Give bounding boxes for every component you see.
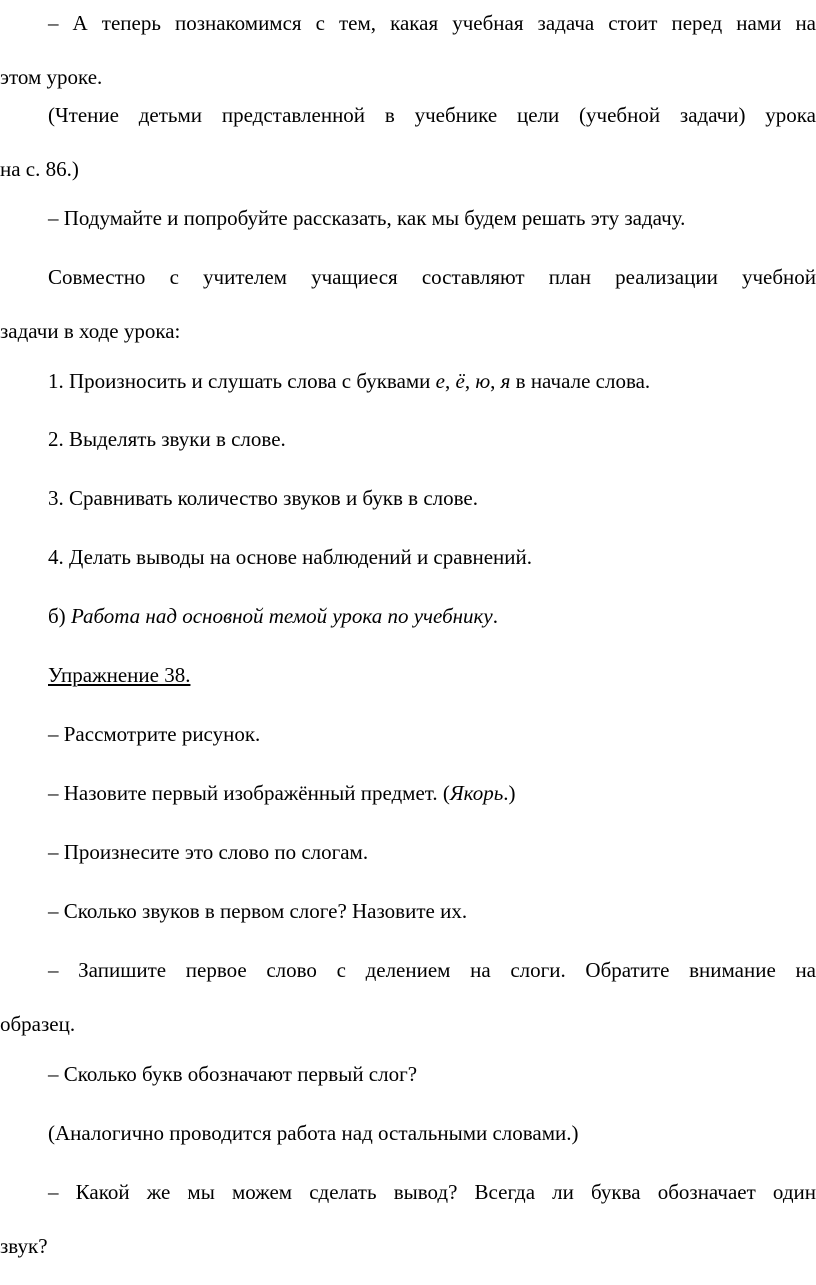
italic-letter: е: [435, 369, 445, 393]
text-line: – Запишите первое слово с делением на слоги. Обратите внимание на: [48, 958, 816, 982]
plan-item-2: [0, 412, 816, 466]
text-line: 4. Делать выводы на основе наблюдений и сравнений.: [48, 545, 533, 569]
paragraph-count-sounds: [0, 884, 816, 938]
paragraph-conclusion-question: [0, 1165, 816, 1273]
text-line: – Произнесите это слово по слогам.: [48, 840, 369, 864]
text-line: – Сколько букв обозначают первый слог?: [48, 1062, 418, 1086]
text-line: (Аналогично проводится работа над остальными словами.): [48, 1121, 579, 1145]
text-fragment: ,: [490, 369, 501, 393]
paragraph-pronounce-syllables: [0, 825, 816, 879]
text-fragment: ,: [464, 369, 476, 393]
text-line: образец.: [0, 1012, 76, 1036]
text-fragment: в начале слова.: [510, 369, 651, 393]
plan-item-3: [0, 471, 816, 525]
plan-item-1: [0, 354, 816, 408]
italic-letter: я: [500, 369, 511, 393]
exercise-heading: [0, 648, 816, 702]
text-fragment: 1. Произносить и слушать слова с буквами: [48, 369, 436, 393]
text-line: на с. 86.): [0, 157, 79, 181]
text-fragment: .): [503, 781, 516, 805]
text-line: – Рассмотрите рисунок.: [48, 722, 261, 746]
text-fragment: ,: [445, 369, 456, 393]
text-fragment: .: [492, 604, 498, 628]
paragraph-look-at-picture: [0, 707, 816, 761]
text-line: – Сколько звуков в первом слоге? Назовите их.: [48, 899, 468, 923]
text-line: – Какой же мы можем сделать вывод? Всегда ли буква обозначает один: [48, 1180, 816, 1204]
italic-letter: ю: [475, 369, 491, 393]
italic-letter: ё: [455, 369, 465, 393]
paragraph-think-and-tell: [0, 191, 816, 245]
text-line: Совместно с учителем учащиеся составляют план реализации учебной: [48, 265, 816, 289]
text-line: (Чтение детьми представленной в учебнике цели (учебной задачи) урока: [48, 103, 816, 127]
plan-item-4: [0, 530, 816, 584]
text-line: задачи в ходе урока:: [0, 319, 181, 343]
paragraph-reading-goal: [0, 88, 816, 196]
text-fragment: б): [48, 604, 71, 628]
text-line: 3. Сравнивать количество звуков и букв в слове.: [48, 486, 479, 510]
text-line: – А теперь познакомимся с тем, какая учебная задача стоит перед нами на: [48, 11, 816, 35]
exercise-title: Упражнение 38.: [48, 663, 191, 687]
text-line: звук?: [0, 1234, 48, 1258]
text-line: – Подумайте и попробуйте рассказать, как мы будем решать эту задачу.: [48, 206, 686, 230]
paragraph-write-first-word: [0, 943, 816, 1051]
paragraph-plan-intro: [0, 250, 816, 358]
paragraph-similar-work: [0, 1106, 816, 1160]
paragraph-main-topic-work: [0, 589, 816, 643]
text-fragment: – Назовите первый изображённый предмет. (: [48, 781, 450, 805]
text-line: этом уроке.: [0, 65, 103, 89]
italic-heading: Работа над основной темой урока по учебнику: [70, 604, 493, 628]
text-line: 2. Выделять звуки в слове.: [48, 427, 286, 451]
italic-answer: Якорь: [449, 781, 504, 805]
paragraph-name-first-object: [0, 766, 816, 820]
paragraph-count-letters: [0, 1047, 816, 1101]
